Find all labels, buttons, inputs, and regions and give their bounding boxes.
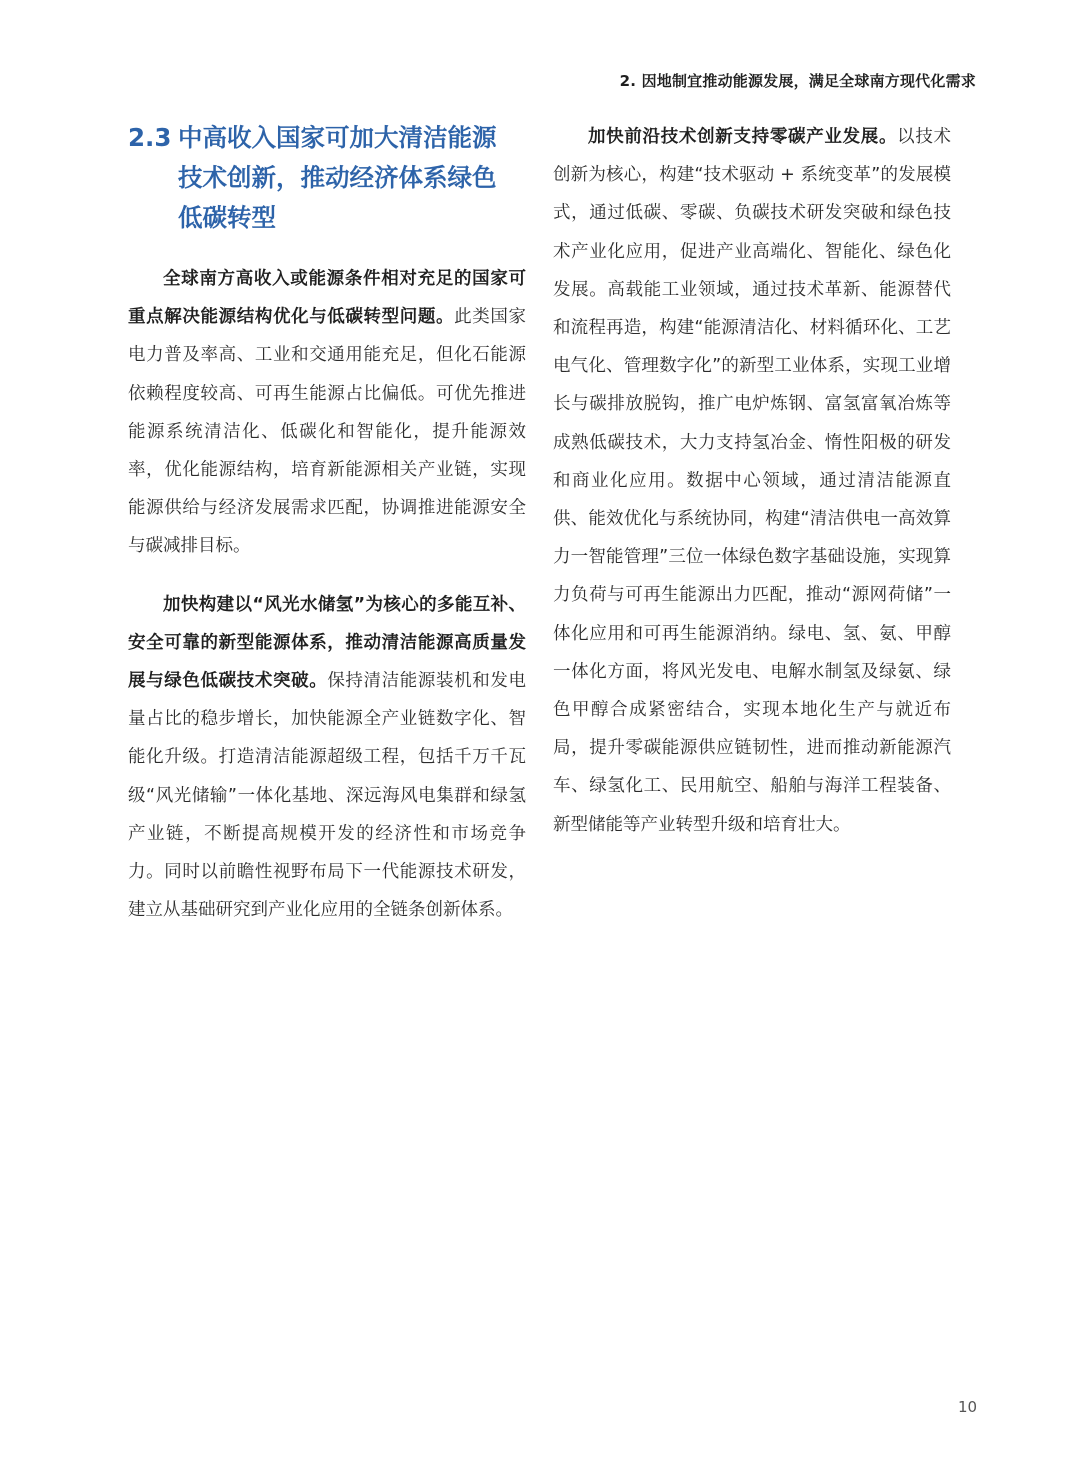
paragraph-body: 以技术创新为核心，构建“技术驱动 + 系统变革”的发展模式，通过低碳、零碳、负碳技术研发突破和绿色技术产业化应用，促进产业高端化、智能化、绿色化发展。高载能工业领域，通过技术革新、能源替代和流程再造，构建“能源清洁化、材料循环化、工艺电气化、管理数字化”的新型工业体系，实现工业增长与碳排放脱钩，推广电炉炼钢、富氢富氧冶炼等成熟低碳技术，大力支持氢冶金、惰性阳极的研发和商业化应用。数据中心领域，通过清洁能源直供、能效优化与系统协同，构建“清洁供电一高效算力一智能管理”三位一体绿色数字基础设施，实现算力负荷与可再生能源出力匹配，推动“源网荷储”一体化应用和可再生能源消纳。绿电、氢、氨、甲醇一体化方面，将风光发电、电解水制氢及绿氨、绿色甲醇合成紧密结合，实现本地化生产与就近布局，提升零碳能源供应链韧性，进而推动新能源汽车、绿氢化工、民用航空、船舶与海洋工程装备、新型储能等产业转型升级和培育壮大。 <box>553 127 952 835</box>
section-number: 2.3 <box>128 123 172 152</box>
paragraph-new-energy-system <box>128 586 526 930</box>
right-column <box>553 118 951 844</box>
running-header: 2. 因地制宜推动能源发展，满足全球南方现代化需求 <box>619 72 976 90</box>
paragraph-body: 此类国家电力普及率高、工业和交通用能充足，但化石能源依赖程度较高、可再生能源占比偏低。可优先推进能源系统清洁化、低碳化和智能化，提升能源效率，优化能源结构，培育新能源相关产业链，实现能源供给与经济发展需求匹配，协调推进能源安全与碳减排目标。 <box>128 307 527 557</box>
section-heading <box>128 118 526 238</box>
section-title-line: 技术创新，推动经济体系绿色 <box>178 163 497 192</box>
paragraph-lead: 加快构建以“风光水储氢”为核心的多能互补、安全可靠的新型能源体系，推动清洁能源高质量发展与绿色低碳技术突破。 <box>128 594 526 692</box>
paragraph-energy-structure <box>128 260 526 566</box>
paragraph-lead: 全球南方高收入或能源条件相对充足的国家可重点解决能源结构优化与低碳转型问题。 <box>128 269 526 328</box>
section-title-line: 低碳转型 <box>178 203 276 232</box>
section-title-line: 中高收入国家可加大清洁能源 <box>178 123 497 152</box>
paragraph-body: 保持清洁能源装机和发电量占比的稳步增长，加快能源全产业链数字化、智能化升级。打造清洁能源超级工程，包括千万千瓦级“风光储输”一体化基地、深远海风电集群和绿氢产业链，不断提高规模开发的经济性和市场竞争力。同时以前瞻性视野布局下一代能源技术研发，建立从基础研究到产业化应用的全链条创新体系。 <box>128 671 527 921</box>
paragraph-zero-carbon-industry <box>553 118 951 844</box>
left-column <box>128 118 526 929</box>
paragraph-lead: 加快前沿技术创新支持零碳产业发展。 <box>588 127 898 147</box>
page-number: 10 <box>958 1398 978 1416</box>
